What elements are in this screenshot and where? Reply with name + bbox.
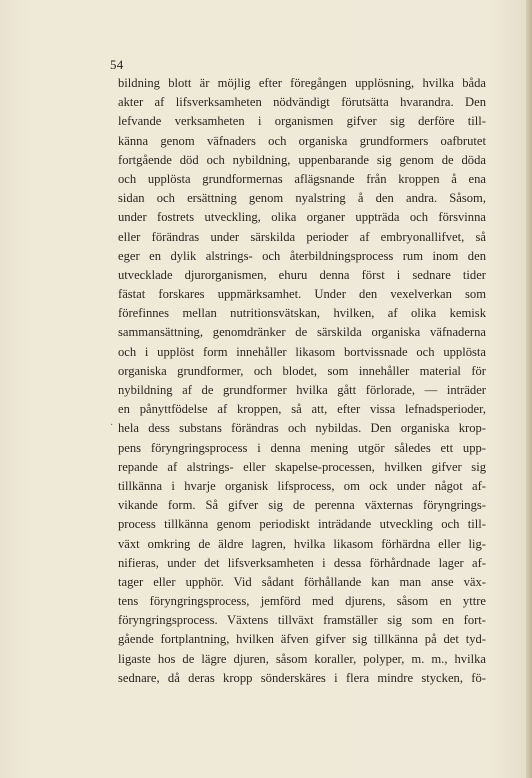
text-line: akter af lifsverksamheten nödvändigt förutsätta hvarandra. Den [118, 95, 486, 110]
text-line: ligaste hos de lägre djuren, såsom koraller, polyper, m. m., hvilka [118, 651, 486, 666]
text-line: lefvande verksamheten i organismen gifver sig derföre till- [118, 114, 486, 129]
text-line: sednare, då deras kropp sönderskäres i flera mindre stycken, fö- [118, 670, 486, 685]
text-line: tager eller upphör. Vid sådant förhållande kan man anse väx- [118, 574, 486, 589]
text-line: process tillkänna genom periodiskt inträdande utveckling och till- [118, 517, 486, 532]
text-line: gående fortplantning, hvilken äfven gifver sig tillkänna på det tyd- [118, 632, 486, 647]
text-line: en pånyttfödelse af kroppen, så att, efter vissa lefnadsperioder, [118, 402, 486, 417]
body-text [118, 74, 486, 688]
text-line: föryngringsprocess. Växtens tillväxt framställer sig som en fort- [118, 613, 486, 628]
text-line: tillkänna i hvarje organisk lifsprocess, om ock under något af- [118, 478, 486, 493]
text-line: eger en dylik alstrings- och återbildningsprocess rum inom den [118, 248, 486, 263]
text-line: bildning blott är möjlig efter föregången upplösning, hvilka båda [118, 76, 486, 90]
text-line: vikande form. Så gifver sig de perenna växternas föryngrings- [118, 498, 486, 513]
text-line: fästat forskares uppmärksamhet. Under den vexelverkan som [118, 287, 486, 302]
text-line: sidan och ersättning genom nyalstring å den andra. Såsom, [118, 191, 486, 206]
page-edge [526, 0, 532, 778]
text-line: nifieras, under det lifsverksamheten i dessa förhårdnade lager af- [118, 555, 486, 570]
text-line: fortgående död och nybildning, uppenbarande sig genom de döda [118, 152, 486, 167]
text-line: växt omkring de äldre lagren, hvilka likasom förhärdna eller lig- [118, 536, 486, 551]
text-line: och i upplöst form innehåller likasom bortvissnade och upplösta [118, 344, 486, 359]
page-number: 54 [110, 57, 124, 72]
text-line: pens föryngringsprocess i denna mening utgör således ett upp- [118, 440, 486, 455]
text-line: nybildning af de grundformer hvilka gått förlorade, — inträder [118, 383, 486, 397]
text-line: sammansättning, genomdränker de särskilda organiska väfnaderna [118, 325, 486, 340]
text-line: känna genom väfnaders och organiska grundformers oafbrutet [118, 133, 486, 148]
text-line: utvecklade djurorganismen, ehuru denna först i sednare tider [118, 267, 486, 282]
text-line: eller förändras under särskilda perioder af embryonallifvet, så [118, 229, 486, 244]
margin-mark: · [110, 420, 114, 431]
text-line: under fostrets utveckling, olika organer uppträda och försvinna [118, 210, 486, 225]
text-line: tens föryngringsprocess, jemförd med djurens, såsom en yttre [118, 594, 486, 609]
text-line: förefinnes mellan nutritionsvätskan, hvilken, af olika kemisk [118, 306, 486, 321]
text-line: organiska grundformer, och blodet, som innehåller material för [118, 363, 486, 378]
text-line: hela dess substans förändras och nybildas. Den organiska krop- [118, 421, 486, 436]
text-line: repande af alstrings- eller skapelse-processen, hvilken gifver sig [118, 459, 486, 474]
text-line: och upplösta grundformernas aflägsnande från kroppen å ena [118, 171, 486, 186]
